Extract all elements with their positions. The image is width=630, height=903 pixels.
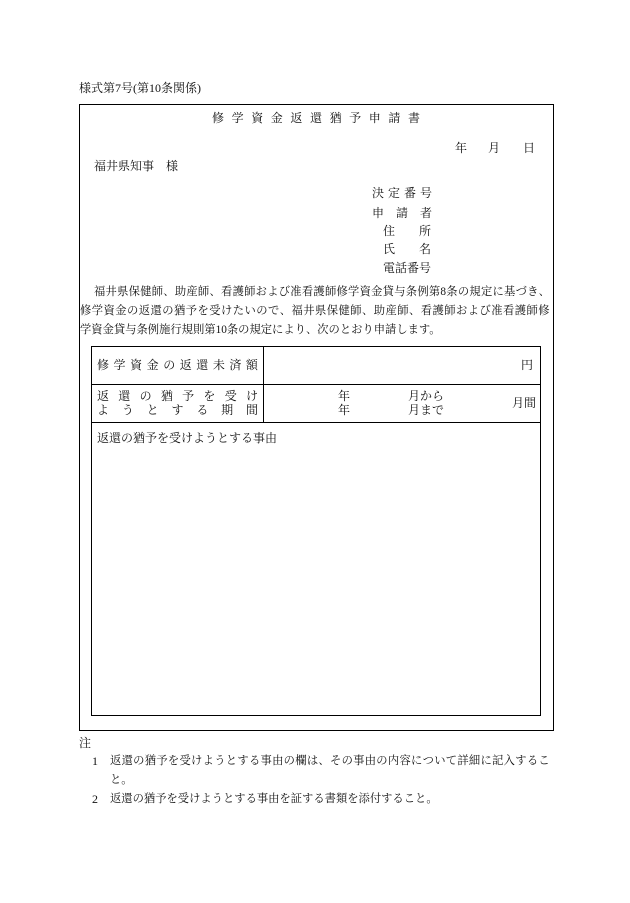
glyph: 学 — [231, 111, 244, 125]
glyph: 、 — [279, 305, 292, 317]
glyph: 入 — [503, 755, 515, 767]
glyph: を — [203, 389, 216, 403]
glyph: 井 — [105, 286, 117, 298]
glyph: 番 — [403, 186, 416, 200]
glyph: 申 — [368, 111, 381, 125]
glyph: 修 — [538, 305, 550, 317]
glyph: の — [283, 755, 295, 767]
glyph: 還 — [121, 755, 133, 767]
glyph: 申 — [372, 206, 385, 220]
glyph: う — [214, 755, 226, 767]
glyph: 予 — [349, 111, 362, 125]
glyph: 記 — [492, 755, 504, 767]
glyph: 井 — [303, 305, 315, 317]
glyph: 電 — [383, 261, 396, 275]
glyph: 話 — [395, 261, 408, 275]
period-label-line-1 — [97, 389, 258, 403]
glyph: 師 — [350, 305, 362, 317]
glyph: 基 — [504, 286, 516, 298]
glyph: 額 — [245, 358, 258, 372]
glyph: の — [162, 305, 174, 317]
glyph: 番 — [407, 261, 420, 275]
glyph: 産 — [186, 286, 198, 298]
glyph: 健 — [338, 305, 350, 317]
glyph: お — [456, 305, 468, 317]
glyph: 請 — [395, 206, 408, 220]
glyph: 条 — [405, 286, 418, 298]
glyph: 看 — [420, 305, 433, 317]
glyph: 健 — [140, 286, 152, 298]
glyph: 産 — [385, 305, 397, 317]
glyph: と — [225, 755, 238, 767]
glyph: す — [237, 755, 249, 767]
glyph: 詳 — [457, 755, 469, 767]
period-label-line-2 — [97, 403, 258, 417]
body-line-1 — [94, 285, 550, 299]
glyph: 資 — [251, 111, 264, 125]
glyph: 師 — [444, 305, 456, 317]
note-1-line-1 — [110, 754, 550, 768]
date-month-label: 月 — [488, 141, 501, 155]
glyph: け — [191, 755, 203, 767]
glyph: の — [376, 755, 388, 767]
note-1-line-2: と。 — [110, 774, 133, 786]
period-unit: 月間 — [512, 396, 537, 410]
glyph: う — [121, 403, 134, 417]
glyph: び — [278, 286, 291, 298]
glyph: 請 — [388, 111, 401, 125]
glyph: す — [515, 755, 527, 767]
glyph: 、 — [163, 286, 175, 298]
glyph: る — [526, 755, 539, 767]
glyph: 、 — [209, 286, 221, 298]
glyph: 返 — [290, 111, 303, 125]
glyph: 返 — [97, 389, 110, 403]
unpaid-amount-unit: 円 — [521, 358, 534, 372]
period-from-year: 年 — [338, 389, 351, 403]
glyph: 保 — [326, 305, 339, 317]
glyph: 氏 — [383, 242, 396, 256]
glyph: と — [146, 403, 159, 417]
glyph: 看 — [221, 286, 233, 298]
glyph: を — [197, 305, 209, 317]
glyph: づ — [515, 286, 527, 298]
glyph: 師 — [151, 286, 164, 298]
glyph: た — [232, 305, 245, 317]
glyph: の — [133, 755, 145, 767]
glyph: 護 — [432, 305, 444, 317]
glyph: 名 — [418, 242, 431, 256]
glyph: 決 — [372, 186, 385, 200]
glyph: 間 — [245, 403, 258, 417]
glyph: け — [221, 305, 233, 317]
glyph: き — [527, 286, 539, 298]
notes-heading: 注 — [79, 736, 92, 750]
glyph: 細 — [468, 755, 481, 767]
date-year-label: 年 — [455, 141, 468, 155]
glyph: 金 — [115, 305, 127, 317]
body-line-3: 学資金貸与条例施行規則第10条の規定により、次のとおり申請します。 — [80, 324, 441, 336]
body-line-2 — [80, 304, 550, 318]
glyph: よ — [467, 305, 480, 317]
glyph: 還 — [118, 389, 131, 403]
glyph: 由 — [364, 755, 377, 767]
glyph: 住 — [383, 224, 396, 238]
glyph: び — [479, 305, 491, 317]
glyph: を — [167, 755, 180, 767]
glyph: 学 — [91, 305, 104, 317]
glyph: 資 — [130, 358, 143, 372]
glyph: 修 — [80, 305, 92, 317]
glyph: つ — [422, 755, 434, 767]
glyph: 由 — [272, 755, 284, 767]
glyph: 護 — [232, 286, 244, 298]
glyph: 師 — [397, 305, 409, 317]
glyph: る — [248, 755, 261, 767]
glyph: 護 — [514, 305, 527, 317]
glyph: 、 — [409, 305, 421, 317]
note-2-line-1: 返還の猶予を受けようとする事由を証する書類を添付すること。 — [110, 793, 438, 805]
glyph: に — [411, 755, 423, 767]
period-from-month: 月から — [408, 389, 445, 403]
form-number: 様式第7号(第10条関係) — [79, 81, 201, 95]
glyph: に — [492, 286, 504, 298]
address-label — [383, 224, 431, 238]
glyph: 保 — [128, 286, 140, 298]
glyph: の — [341, 755, 353, 767]
glyph: 修 — [336, 286, 348, 298]
glyph: 、 — [318, 755, 330, 767]
glyph: 県 — [117, 286, 129, 298]
reason-label: 返還の猶予を受けようとする事由 — [97, 431, 278, 445]
glyph: 容 — [399, 755, 411, 767]
glyph: の — [256, 305, 268, 317]
glyph: 予 — [185, 305, 198, 317]
note-2-number: 2 — [92, 792, 98, 806]
glyph: の — [127, 305, 139, 317]
addressee: 福井県知事 様 — [94, 159, 179, 173]
glyph: よ — [97, 403, 110, 417]
glyph: い — [244, 305, 256, 317]
glyph: 修 — [97, 358, 110, 372]
name-label — [383, 242, 431, 256]
glyph: 師 — [197, 286, 210, 298]
glyph: 受 — [224, 389, 237, 403]
table-column-divider — [263, 346, 264, 423]
glyph: 資 — [359, 286, 371, 298]
glyph: 還 — [150, 305, 162, 317]
period-to-year: 年 — [338, 403, 351, 417]
glyph: 定 — [387, 186, 400, 200]
glyph: 規 — [469, 286, 481, 298]
glyph: け — [245, 389, 258, 403]
glyph: 返 — [110, 755, 122, 767]
glyph: 師 — [526, 305, 538, 317]
form-title — [212, 111, 420, 125]
glyph: 所 — [418, 224, 431, 238]
period-to-month: 月まで — [408, 403, 445, 417]
glyph: 返 — [138, 305, 151, 317]
glyph: で — [268, 305, 280, 317]
note-1-number: 1 — [92, 754, 98, 768]
glyph: 准 — [290, 286, 302, 298]
glyph: 修 — [212, 111, 225, 125]
glyph: 金 — [146, 358, 159, 372]
glyph: 受 — [179, 755, 191, 767]
glyph: 看 — [503, 305, 515, 317]
phone-label — [383, 261, 431, 275]
table-row-divider — [91, 384, 541, 385]
glyph: 看 — [301, 286, 314, 298]
glyph: の — [139, 389, 152, 403]
glyph: 予 — [156, 755, 168, 767]
glyph: 福 — [94, 286, 106, 298]
table-row-divider — [91, 422, 541, 423]
unpaid-amount-label — [97, 358, 258, 372]
glyph: 猶 — [174, 305, 186, 317]
glyph: 資 — [103, 305, 115, 317]
glyph: よ — [267, 286, 279, 298]
glyph: て — [445, 755, 458, 767]
glyph: 猶 — [160, 389, 173, 403]
glyph: に — [480, 755, 492, 767]
glyph: 還 — [196, 358, 209, 372]
glyph: 金 — [270, 111, 283, 125]
glyph: 貸 — [382, 286, 394, 298]
glyph: 予 — [182, 389, 195, 403]
glyph: 受 — [209, 305, 221, 317]
glyph: 条 — [446, 286, 458, 298]
glyph: 例 — [417, 286, 429, 298]
glyph: る — [196, 403, 209, 417]
glyph: 書 — [407, 111, 420, 125]
glyph: 、 — [538, 286, 550, 298]
glyph: 返 — [179, 358, 192, 372]
glyph: 助 — [174, 286, 187, 298]
glyph: い — [434, 755, 446, 767]
glyph: 県 — [315, 305, 327, 317]
glyph: 第 — [428, 286, 441, 298]
glyph: の — [457, 286, 470, 298]
glyph: 准 — [491, 305, 503, 317]
applicant-label — [372, 206, 432, 220]
glyph: 、 — [362, 305, 374, 317]
glyph: 学 — [348, 286, 360, 298]
glyph: 号 — [419, 261, 432, 275]
glyph: 期 — [221, 403, 234, 417]
glyph: 欄 — [295, 755, 307, 767]
glyph: 師 — [324, 286, 337, 298]
decision-number-label — [372, 186, 432, 200]
glyph: こ — [538, 755, 550, 767]
glyph: 事 — [353, 755, 365, 767]
glyph: 未 — [212, 358, 225, 372]
glyph: 師 — [244, 286, 256, 298]
glyph: そ — [329, 755, 342, 767]
glyph: 福 — [291, 305, 303, 317]
glyph: 者 — [419, 206, 432, 220]
glyph: は — [306, 755, 319, 767]
glyph: 助 — [373, 305, 386, 317]
glyph: 事 — [260, 755, 272, 767]
glyph: 定 — [480, 286, 493, 298]
glyph: 8 — [440, 286, 447, 298]
glyph: 護 — [313, 286, 325, 298]
glyph: 金 — [371, 286, 383, 298]
glyph: 内 — [387, 755, 400, 767]
glyph: す — [171, 403, 184, 417]
glyph: 済 — [229, 358, 242, 372]
glyph: 号 — [419, 186, 432, 200]
glyph: よ — [202, 755, 214, 767]
glyph: 還 — [309, 111, 322, 125]
glyph: 猶 — [329, 111, 342, 125]
date-day-label: 日 — [523, 141, 536, 155]
glyph: お — [255, 286, 267, 298]
glyph: の — [163, 358, 176, 372]
glyph: 猶 — [144, 755, 157, 767]
glyph: 学 — [113, 358, 126, 372]
glyph: 与 — [394, 286, 406, 298]
